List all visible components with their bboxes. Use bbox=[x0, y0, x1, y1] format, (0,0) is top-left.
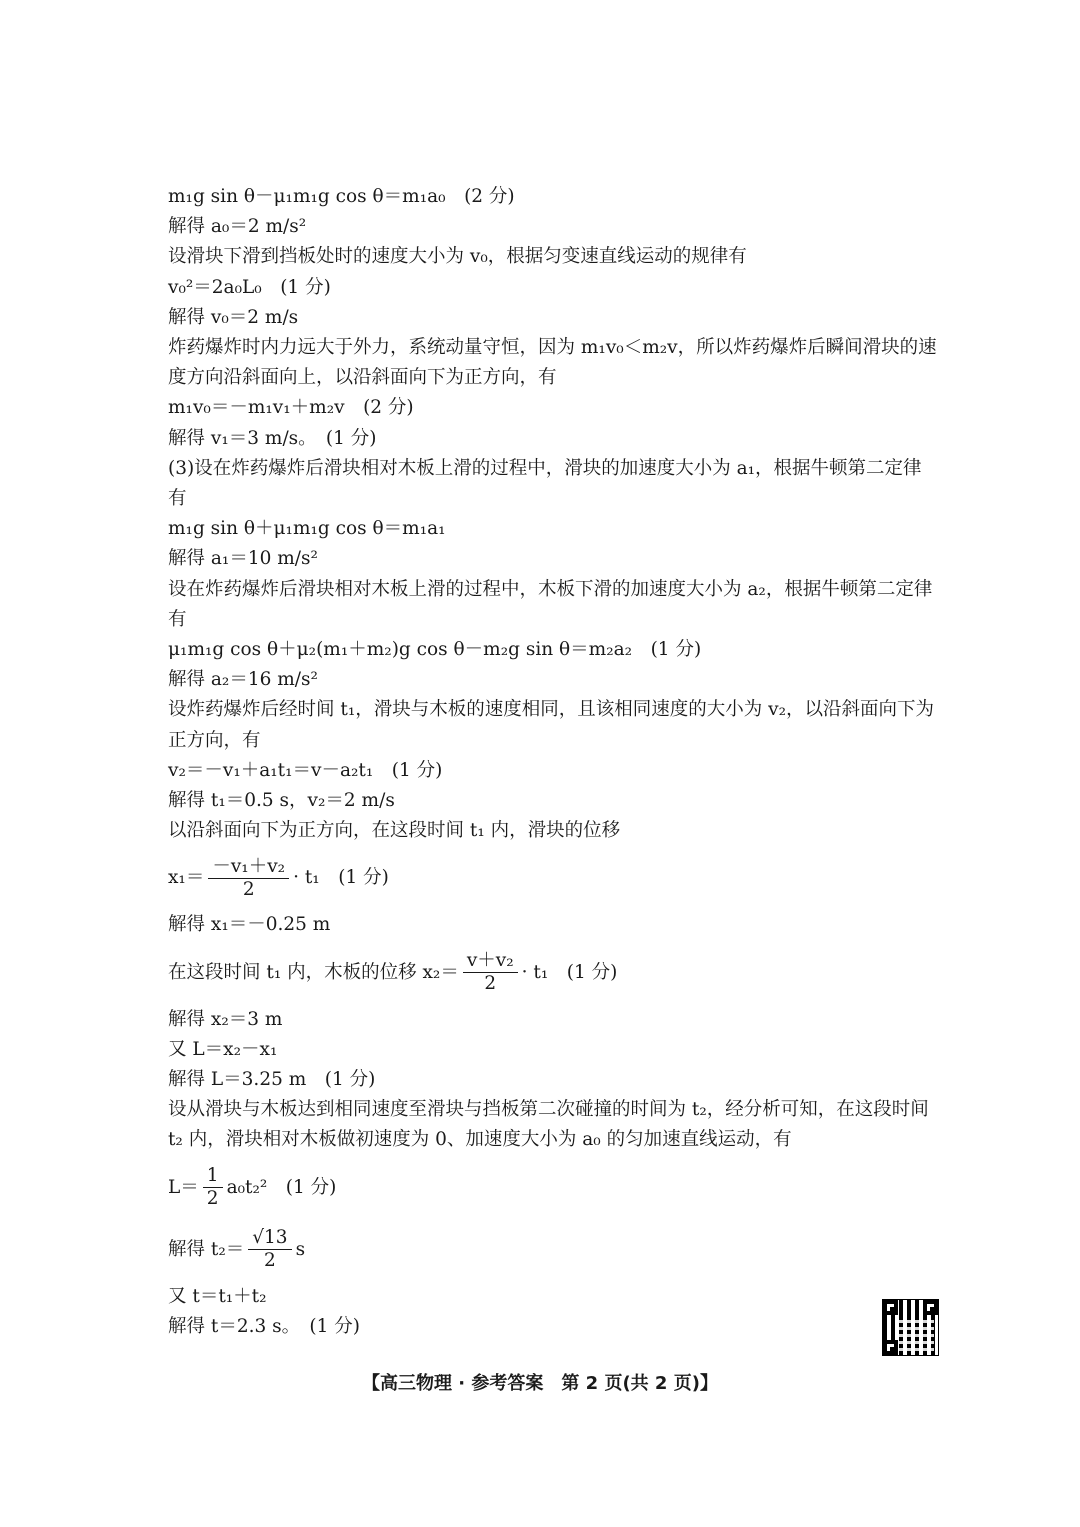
text-line: 解得 x₂＝3 m bbox=[168, 1008, 283, 1030]
text-line: 解得 v₀＝2 m/s bbox=[168, 306, 299, 328]
equation-x2 bbox=[168, 943, 940, 1003]
text-line: 解得 a₁＝10 m/s² bbox=[168, 548, 318, 570]
equation-t2 bbox=[168, 1220, 940, 1280]
fraction-denominator: 2 bbox=[206, 1188, 219, 1210]
fraction bbox=[248, 1227, 291, 1272]
equation-prefix: x₁＝ bbox=[168, 867, 205, 889]
text-line: 解得 a₀＝2 m/s² bbox=[168, 216, 307, 238]
equation-prefix: L＝ bbox=[168, 1176, 199, 1198]
text-line: 解得 x₁＝－0.25 m bbox=[168, 914, 331, 936]
text-line: m₁v₀＝－m₁v₁＋m₂v (2 分) bbox=[168, 397, 414, 419]
text-line: m₁g sin θ－μ₁m₁g cos θ＝m₁a₀ (2 分) bbox=[168, 186, 515, 207]
text-paragraph: 设从滑块与木板达到相同速度至滑块与挡板第二次碰撞的时间为 t₂，经分析可知，在这段时间 t₂ 内，滑块相对木板做初速度为 0、加速度大小为 a₀ 的匀加速直线运动，有 bbox=[168, 1099, 929, 1151]
fraction-numerator: －v₁＋v₂ bbox=[208, 856, 289, 879]
qr-finder bbox=[883, 1340, 898, 1355]
text-line: 解得 L＝3.25 m (1 分) bbox=[168, 1069, 376, 1091]
text-line: 又 L＝x₂－x₁ bbox=[168, 1038, 278, 1060]
equation-L bbox=[168, 1158, 940, 1218]
equation-x1 bbox=[168, 848, 940, 908]
equation-suffix: s bbox=[295, 1238, 306, 1260]
fraction-numerator: v＋v₂ bbox=[463, 950, 518, 973]
text-paragraph: 设在炸药爆炸后滑块相对木板上滑的过程中，木板下滑的加速度大小为 a₂，根据牛顿第二定律有 bbox=[168, 578, 933, 630]
qr-pattern bbox=[899, 1316, 934, 1351]
fraction-denominator: 2 bbox=[242, 878, 255, 900]
page-footer: 【高三物理 · 参考答案 第 2 页(共 2 页)】 bbox=[362, 1373, 718, 1394]
answer-content bbox=[168, 182, 940, 1342]
text-paragraph: (3)设在炸药爆炸后滑块相对木板上滑的过程中，滑块的加速度大小为 a₁，根据牛顿第二定律有 bbox=[168, 457, 922, 510]
text-line: v₂＝－v₁＋a₁t₁＝v－a₂t₁ (1 分) bbox=[168, 759, 443, 781]
fraction-numerator: 1 bbox=[203, 1165, 223, 1188]
equation-suffix: · t₁ (1 分) bbox=[293, 867, 389, 889]
fraction-denominator: 2 bbox=[484, 973, 497, 995]
text-paragraph: 炸药爆炸时内力远大于外力，系统动量守恒，因为 m₁v₀＜m₂v，所以炸药爆炸后瞬间滑块的速度方向沿斜面向上，以沿斜面向下为正方向，有 bbox=[168, 337, 937, 389]
text-line: 设滑块下滑到挡板处时的速度大小为 v₀，根据匀变速直线运动的规律有 bbox=[168, 246, 747, 268]
fraction-denominator: 2 bbox=[264, 1250, 276, 1272]
equation-prefix: 解得 t₂＝ bbox=[168, 1238, 245, 1260]
equation-suffix: · t₁ (1 分) bbox=[521, 961, 618, 983]
text-line: v₀²＝2a₀L₀ (1 分) bbox=[168, 276, 331, 298]
fraction bbox=[208, 856, 289, 901]
text-paragraph: 设炸药爆炸后经时间 t₁，滑块与木板的速度相同，且该相同速度的大小为 v₂，以沿斜面向下为正方向，有 bbox=[168, 699, 934, 751]
qr-code-icon[interactable] bbox=[882, 1299, 939, 1356]
fraction-numerator: √13 bbox=[248, 1227, 291, 1250]
fraction bbox=[463, 950, 518, 995]
text-line: 又 t＝t₁＋t₂ bbox=[168, 1285, 267, 1307]
text-line: m₁g sin θ＋μ₁m₁g cos θ＝m₁a₁ bbox=[168, 518, 446, 540]
text-line: μ₁m₁g cos θ＋μ₂(m₁＋m₂)g cos θ－m₂g sin θ＝m₂a₂ (1 分) bbox=[168, 639, 702, 661]
qr-finder bbox=[883, 1300, 898, 1315]
text-line: 解得 t＝2.3 s。 (1 分) bbox=[168, 1315, 360, 1337]
equation-suffix: a₀t₂² (1 分) bbox=[226, 1176, 337, 1198]
text-line: 解得 a₂＝16 m/s² bbox=[168, 669, 318, 691]
text-line: 以沿斜面向下为正方向，在这段时间 t₁ 内，滑块的位移 bbox=[168, 820, 621, 842]
text-line: 解得 t₁＝0.5 s，v₂＝2 m/s bbox=[168, 790, 395, 812]
fraction bbox=[203, 1165, 223, 1210]
text-line: 解得 v₁＝3 m/s。 (1 分) bbox=[168, 427, 377, 449]
equation-prefix: 在这段时间 t₁ 内，木板的位移 x₂＝ bbox=[168, 961, 459, 983]
qr-finder bbox=[923, 1300, 938, 1315]
